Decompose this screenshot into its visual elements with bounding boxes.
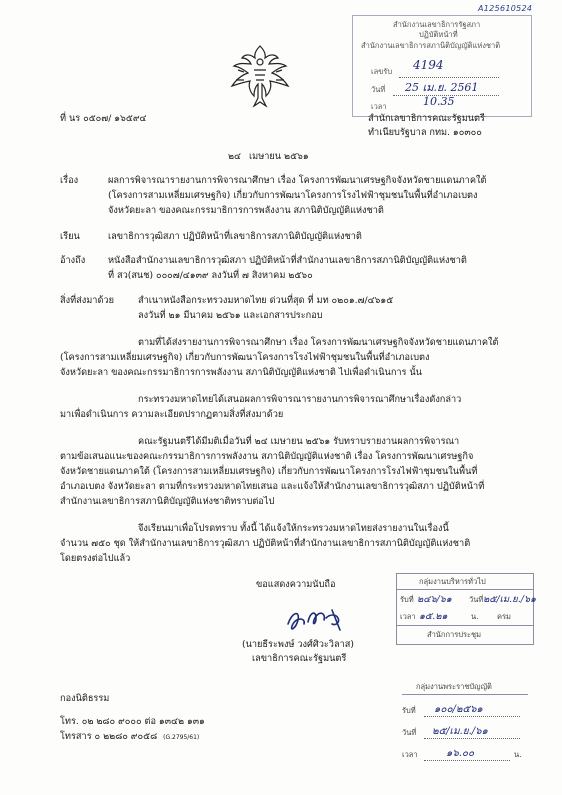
decree-stamp-date-line xyxy=(424,738,520,739)
enclosure-label: สิ่งที่ส่งมาด้วย xyxy=(60,295,114,306)
letter-date xyxy=(228,150,309,163)
general-stamp-date2-label: วันที่ xyxy=(469,595,484,604)
reference-line-2: ที่ สว(สนช) ๐๐๐๗/๔๑๓๙ ลงวันที่ ๗ สิงหาคม ๒๕๖๐ xyxy=(108,270,313,281)
sender-line2: ทำเนียบรัฐบาล กทม. ๑๐๓๐๐ xyxy=(368,127,482,138)
general-admin-stamp xyxy=(396,573,537,645)
decree-stamp-num-label: รับที่ xyxy=(402,706,416,715)
garuda-emblem xyxy=(224,40,296,112)
footer-fax-code: (G.2795/61) xyxy=(163,734,200,741)
para3-line-5: สำนักงานเลขาธิการสภานิติบัญญัติแห่งชาติทราบต่อไป xyxy=(60,496,275,507)
decree-stamp-time-line xyxy=(424,760,510,761)
general-stamp-title: กลุ่มงานบริหารทั่วไป xyxy=(419,577,486,586)
decree-stamp-num-line xyxy=(424,716,520,717)
letter-date-day: ๒๔ xyxy=(228,151,242,162)
para4-line-1: จึงเรียนมาเพื่อโปรดทราบ ทั้งนี้ ได้แจ้งให้กระทรวงมหาดไทยส่งรายงานในเรื่องนี้ xyxy=(138,523,449,534)
signature-image xyxy=(282,598,352,636)
reference-number: ที่ นร ๐๕๐๗/ ๑๖๕๙๔ xyxy=(60,113,147,124)
general-stamp-time-label: เวลา xyxy=(400,612,416,621)
general-stamp-date2-value: ๒๕/เม.ย./๖๑ xyxy=(483,594,537,605)
reference-label: อ้างถึง xyxy=(60,255,86,266)
general-stamp-divider-2 xyxy=(397,625,533,626)
para3-line-2: ตามข้อเสนอแนะของคณะกรรมาธิการการพลังงาน สภานิติบัญญัติแห่งชาติ เรื่อง โครงการพัฒนาเศรษฐกิจ xyxy=(60,451,474,462)
receiving-time: 10.35 xyxy=(423,95,455,108)
general-stamp-divider-1 xyxy=(397,589,533,590)
reference-line-1: หนังสือสำนักงานเลขาธิการวุฒิสภา ปฏิบัติหน้าที่สำนักงานเลขาธิการสภานิติบัญญัติแห่งชาติ xyxy=(108,255,467,266)
general-stamp-time-unit: น. xyxy=(471,612,479,621)
document-code: A125610524 xyxy=(478,4,533,13)
signer-title: เลขาธิการคณะรัฐมนตรี xyxy=(252,653,347,664)
general-stamp-date-value: ๒๔๖/๖๑ xyxy=(417,594,452,605)
sender-line1: สำนักเลขาธิการคณะรัฐมนตรี xyxy=(368,113,485,124)
general-stamp-unit-extra: ครม xyxy=(497,612,511,621)
para3-line-1: คณะรัฐมนตรีได้มีมติเมื่อวันที่ ๒๔ เมษายน ๒๕๖๑ รับทราบรายงานผลการพิจารณา xyxy=(138,436,460,447)
para4-line-3: โดยตรงต่อไปแล้ว xyxy=(60,553,131,564)
para1-line-1: ตามที่ได้ส่งรายงานการพิจารณาศึกษา เรื่อง โครงการพัฒนาเศรษฐกิจจังหวัดชายแดนภาคใต้ xyxy=(138,337,499,348)
para1-line-3: จังหวัดยะลา ของคณะกรรมาธิการการพลังงาน สภานิติบัญญัติแห่งชาติ ไปเพื่อดำเนินการ นั้น xyxy=(60,367,422,378)
receiving-stamp-line3: สำนักงานเลขาธิการสภานิติบัญญัติแห่งชาติ xyxy=(361,41,501,50)
receiving-date-label: วันที่ xyxy=(371,85,386,94)
enclosure-line-1: สำเนาหนังสือกระทรวงมหาดไทย ด่วนที่สุด ที่ มท ๐๒๐๑.๗/๔๖๑๕ xyxy=(138,295,394,306)
subject-label: เรื่อง xyxy=(60,175,79,186)
receiving-number: 4194 xyxy=(413,58,444,72)
enclosure-line-2: ลงวันที่ ๒๑ มีนาคม ๒๕๖๑ และเอกสารประกอบ xyxy=(138,310,323,321)
decree-stamp-date-value: ๒๕/เม.ย./๖๑ xyxy=(432,726,488,737)
decree-stamp-date-label: วันที่ xyxy=(402,728,417,737)
decree-stamp-divider xyxy=(402,694,528,695)
general-stamp-footer: สำนักการประชุม xyxy=(427,630,482,639)
receiving-time-label: เวลา xyxy=(371,102,387,111)
decree-stamp-time-unit: น. xyxy=(514,750,522,759)
receiving-number-label: เลขรับ xyxy=(371,67,393,76)
para3-line-3: จังหวัดชายแดนภาคใต้ (โครงการสามเหลี่ยมเศรษฐกิจ) เกี่ยวกับการพัฒนาโครงการโรงไฟฟ้าชุมชนในพื้นที่ xyxy=(60,466,478,477)
subject-line-3: จังหวัดยะลา ของคณะกรรมาธิการการพลังงาน สภานิติบัญญัติแห่งชาติ xyxy=(108,205,384,216)
decree-stamp-time-label: เวลา xyxy=(402,750,418,759)
receiving-stamp-line1: สำนักงานเลขาธิการรัฐสภา xyxy=(393,20,481,29)
decree-stamp xyxy=(396,680,532,772)
decree-stamp-num-value: ๑๐๐/๒๕๖๑ xyxy=(434,704,483,715)
footer-department: กองนิติธรรม xyxy=(60,693,110,704)
letter-date-rest: เมษายน ๒๕๖๑ xyxy=(249,151,309,162)
footer-telephone: โทร. ๐๒ ๒๘๐ ๙๐๐๐ ต่อ ๑๓๔๒ ๑๓๑ xyxy=(60,716,205,727)
to-text: เลขาธิการวุฒิสภา ปฏิบัติหน้าที่เลขาธิการสภานิติบัญญัติแห่งชาติ xyxy=(108,231,362,242)
para3-line-4: อำเภอเบตง จังหวัดยะลา ตามที่กระทรวงมหาดไทยเสนอ และแจ้งให้สำนักงานเลขาธิการวุฒิสภา ปฏิบัติหน้าที่ xyxy=(60,481,485,492)
receiving-date: 25 เม.ย. 2561 xyxy=(405,81,479,94)
decree-stamp-title: กลุ่มงานพระราชบัญญัติ xyxy=(416,682,492,691)
subject-line-2: (โครงการสามเหลี่ยมเศรษฐกิจ) เกี่ยวกับการพัฒนาโครงการโรงไฟฟ้าชุมชนในพื้นที่อำเภอเบตง xyxy=(108,190,478,201)
closing: ขอแสดงความนับถือ xyxy=(256,579,336,590)
receiving-stamp-line2: ปฏิบัติหน้าที่ xyxy=(419,30,458,39)
para4-line-2: จำนวน ๗๕๐ ชุด ให้สำนักงานเลขาธิการวุฒิสภา ปฏิบัติหน้าที่สำนักงานเลขาธิการสภานิติบัญญัติแห่งชาติ xyxy=(60,538,471,549)
footer-fax-number: โทรสาร ๐ ๒๒๘๐ ๙๐๕๘ xyxy=(60,731,158,742)
general-stamp-time-value: ๑๕.๒๑ xyxy=(419,611,448,622)
para1-line-2: (โครงการสามเหลี่ยมเศรษฐกิจ) เกี่ยวกับการพัฒนาโครงการโรงไฟฟ้าชุมชนในพื้นที่อำเภอเบตง xyxy=(60,352,430,363)
general-stamp-date-label: รับที่ xyxy=(400,595,414,604)
decree-stamp-time-value: ๑๖.๐๐ xyxy=(446,748,475,759)
footer-fax xyxy=(60,730,199,744)
receiving-stamp xyxy=(352,15,532,117)
subject-line-1: ผลการพิจารณารายงานการพิจารณาศึกษา เรื่อง โครงการพัฒนาเศรษฐกิจจังหวัดชายแดนภาคใต้ xyxy=(108,175,487,186)
para2-line-2: มาเพื่อดำเนินการ ความละเอียดปรากฏตามสิ่งที่ส่งมาด้วย xyxy=(60,409,284,420)
para2-line-1: กระทรวงมหาดไทยได้เสนอผลการพิจารณารายงานการพิจารณาศึกษาเรื่องดังกล่าว xyxy=(138,394,462,405)
signer-name: (นายธีระพงษ์ วงศ์ศิวะวิลาส) xyxy=(242,639,354,650)
to-label: เรียน xyxy=(60,231,80,242)
